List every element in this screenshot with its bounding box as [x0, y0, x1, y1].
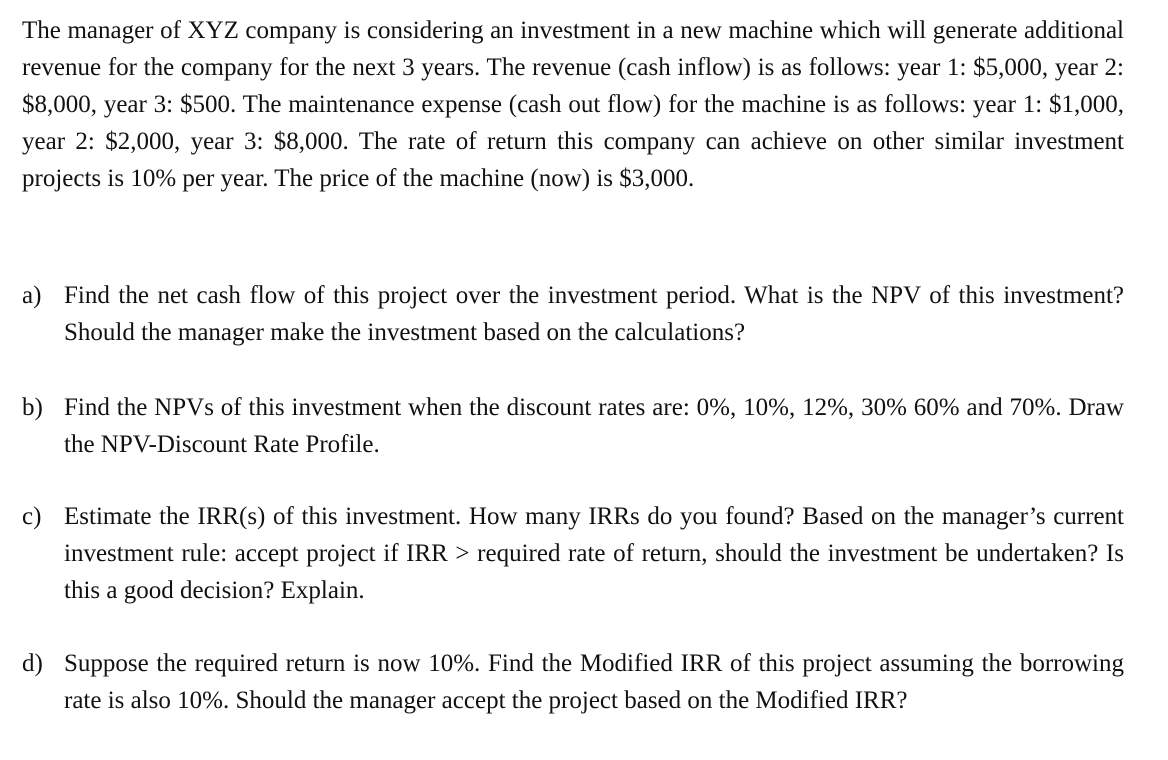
problem-document: [22, 12, 1124, 714]
question-b-text: Find the NPVs of this investment when the discount rates are: 0%, 10%, 12%, 30% 60% and 70%. Draw the NPV-Discount Rate Profile.: [64, 394, 1124, 458]
question-b-label: b): [22, 394, 43, 421]
question-c-label: c): [22, 503, 42, 530]
question-d-text: Suppose the required return is now 10%. Find the Modified IRR of this project assuming the borrowing rate is also 10%. Should the manager accept the project based on the Modified IRR?: [64, 650, 1124, 714]
question-a-label: a): [22, 282, 42, 309]
question-d-label: d): [22, 650, 43, 677]
question-d: [22, 645, 1124, 719]
question-a: [22, 277, 1124, 351]
problem-statement: The manager of XYZ company is considering an investment in a new machine which will generate additional revenue for the company for the next 3 years. The revenue (cash inflow) is as follows: year 1: $5,000, year 2: $8,000, year 3: $500. The maintenance expense (cash out flow) for the machine is as follows: year 1: $1,000, year 2: $2,000, year 3: $8,000. The rate of return this company can achieve on other similar investment projects is 10% per year. The price of the machine (now) is $3,000.: [22, 17, 1124, 192]
question-a-text: Find the net cash flow of this project over the investment period. What is the NPV of this investment? Should the manager make the investment based on the calculations?: [64, 282, 1124, 346]
question-c-text: Estimate the IRR(s) of this investment. How many IRRs do you found? Based on the manager’s current investment rule: accept project if IRR > required rate of return, should the investment be undertaken? Is this a good decision? Explain.: [64, 503, 1124, 604]
question-c: [22, 498, 1124, 609]
question-b: [22, 389, 1124, 463]
